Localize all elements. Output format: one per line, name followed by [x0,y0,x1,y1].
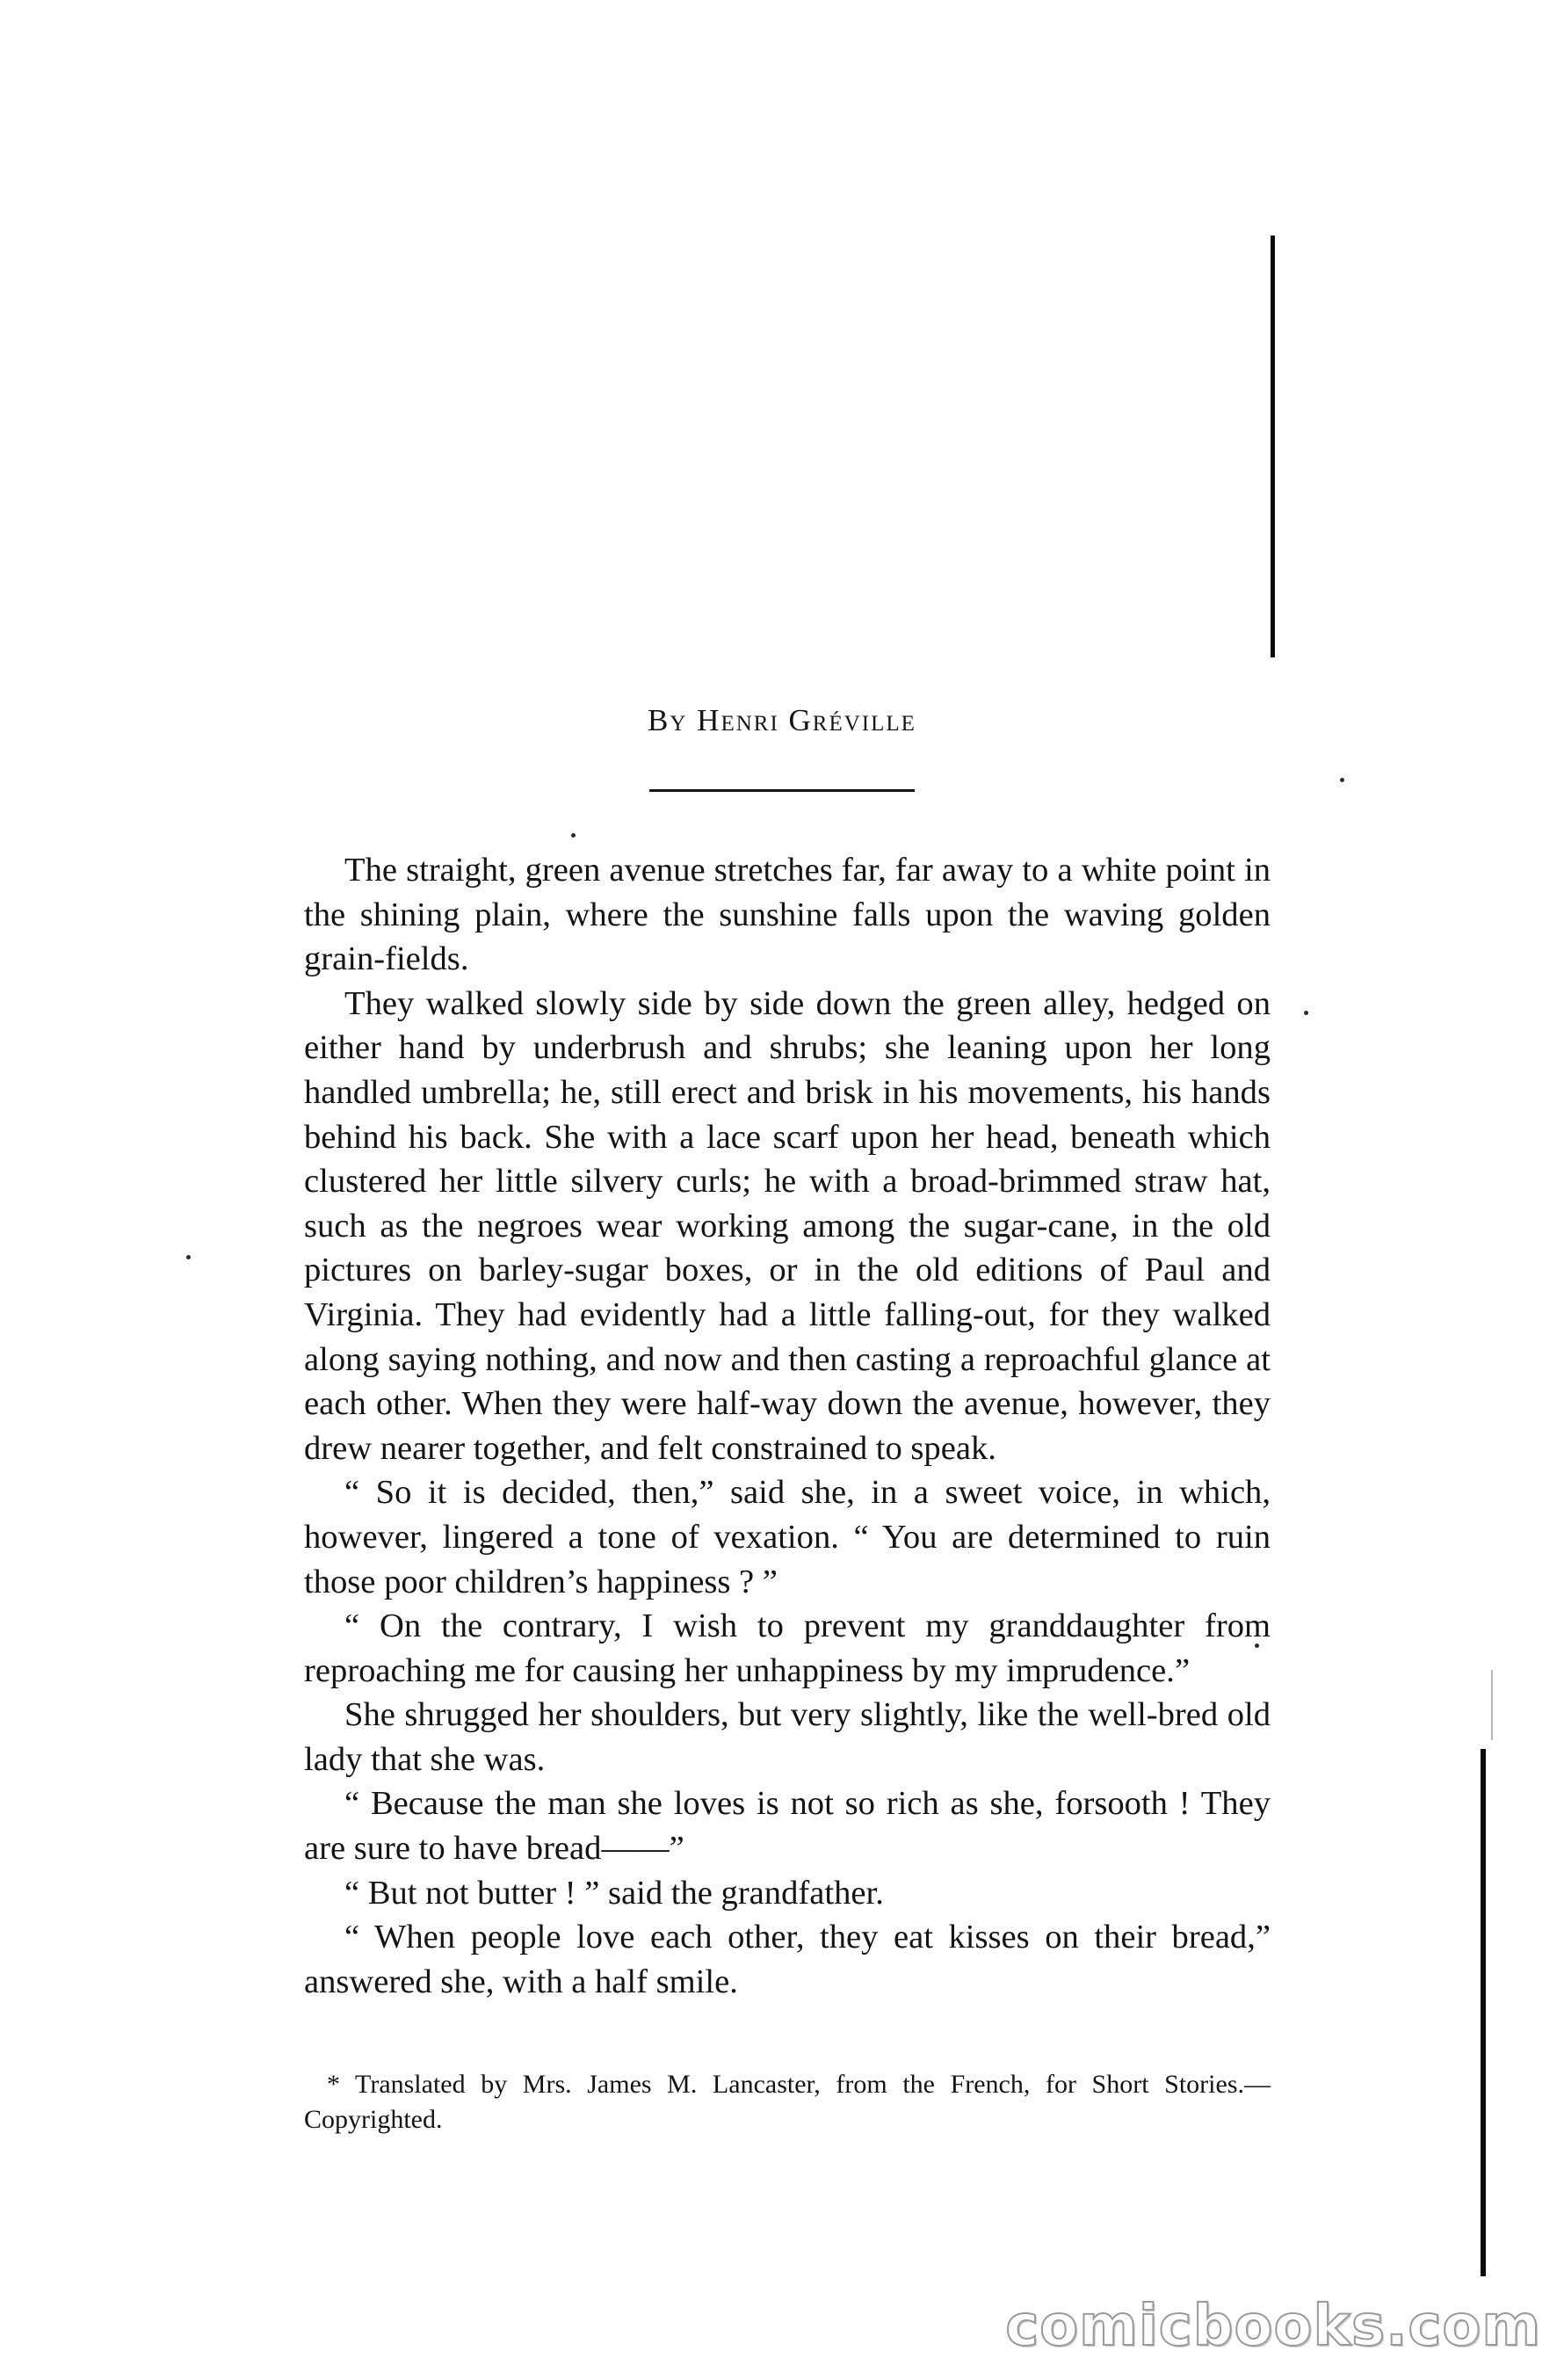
scan-edge-mark-bottom [1481,1749,1486,2276]
paragraph: “ So it is decided, then,” said she, in a sweet voice, in which, however, lingered a tone of vexation. “ You are determined to ruin those poor children’s happiness ? ” [304,1474,1271,1600]
footnote-text: * Translated by Mrs. James M. Lancaster, from the French, for Short Stories.—Copyrighted. [304,2070,1271,2134]
paragraph: “ When people love each other, they eat kisses on their bread,” answered she, with a half smile. [304,1919,1271,2000]
byline-text: By Henri Gréville [648,703,916,737]
paragraph: “ Because the man she loves is not so rich as she, forsooth ! They are sure to have bread——” [304,1785,1271,1868]
scan-speck [1304,1011,1308,1015]
translation-footnote [304,2067,1271,2137]
scan-edge-mark-bottom-thin [1491,1670,1493,1740]
scan-speck [186,1255,191,1259]
scan-speck [571,833,576,838]
story-text [304,848,1271,2004]
paragraph: “ But not butter ! ” said the grandfather. [344,1874,884,1912]
paragraph: “ On the contrary, I wish to prevent my granddaughter from reproaching me for causing her unhappiness by my imprudence.” [304,1607,1271,1689]
paragraph: They walked slowly side by side down the green alley, hedged on either hand by underbrush and shrubs; she leaning upon her long handled umbrella; he, still erect and brisk in his movements, his hands behind his back. She with a lace scarf upon her head, beneath which clustered her little silvery curls; he with a broad-brimmed straw hat, such as the negroes wear working among the sugar-cane, in the old pictures on barley-sugar boxes, or in the old editions of Paul and Virginia. They had evidently had a little falling-out, for they walked along saying nothing, and now and then casting a reproachful glance at each other. When they were half-way down the avenue, however, they drew nearer together, and felt constrained to speak. [304,984,1271,1467]
title-rule [649,789,915,792]
paragraph: She shrugged her shoulders, but very slightly, like the well-bred old lady that she was. [304,1696,1271,1778]
author-byline [0,703,1564,792]
site-watermark: comicbooks.com [1005,2294,1541,2359]
scan-edge-mark-top [1271,236,1275,657]
paragraph: The straight, green avenue stretches far, far away to a white point in the shining plain, where the sunshine falls upon the waving golden grain-fields. [304,852,1271,978]
